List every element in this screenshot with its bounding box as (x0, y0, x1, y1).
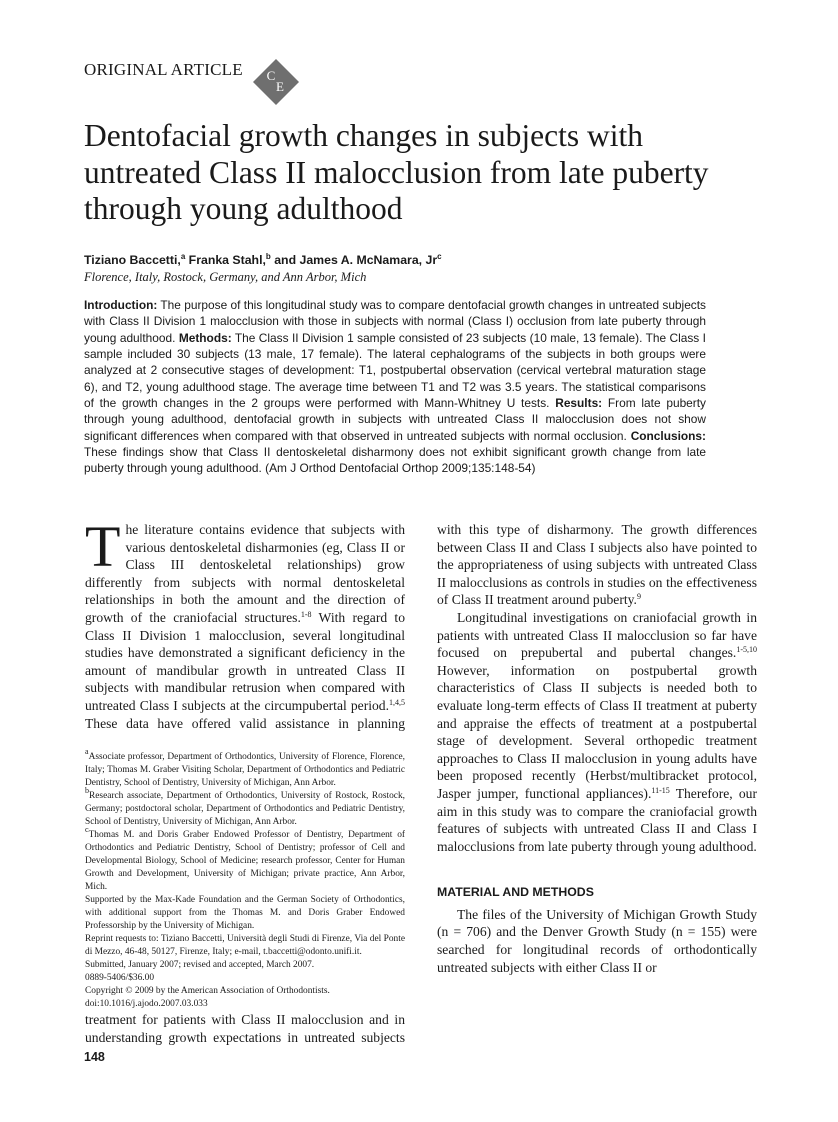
citation: 1-8 (300, 609, 312, 619)
page-number: 148 (84, 1050, 105, 1064)
body-text: Longitudinal investigations on craniofacial growth in patients with untreated Class II malocclusion so far have focused on prepubertal and pubertal changes. (437, 609, 757, 661)
section-heading: MATERIAL AND METHODS (437, 885, 594, 900)
abstract (84, 297, 706, 477)
abstract-text: From late puberty through young adulthood, dentofacial growth in subjects with untreated Class II malocclusion does not show significant differences when compared with that observed in untreated subjects with normal occlusion. (84, 396, 707, 443)
footnote-marker: b (85, 786, 89, 795)
footnote: Research associate, Department of Orthodontics, University of Rostock, Rostock, Germany; postdoctoral scholar, Department of Orthodontics and Pediatric Dentistry, School of Dentistry, University of Michigan, Ann Arbor. (85, 791, 405, 827)
article-title: Dentofacial growth changes in subjects with untreated Class II malocclusion from late puberty through young adulthood (84, 118, 709, 226)
doi: doi:10.1016/j.ajodo.2007.03.033 (85, 999, 208, 1009)
footnote: Thomas M. and Doris Graber Endowed Professor of Dentistry, Department of Orthodontics and Pediatric Dentistry, School of Dentistry; professor of Cell and Developmental Biology, School of Medicine; research professor, Center for Human Growth and Development, University of Michigan; private practice, Ann Arbor, Mich. (85, 830, 405, 892)
drop-cap: T (85, 514, 121, 579)
abstract-text: These findings show that Class II dentoskeletal disharmony does not exhibit significant growth change from late puberty through young adulthood. (Am J Orthod Dentofacial Orthop 2009;135:148-54) (84, 445, 706, 476)
author: Tiziano Baccetti, (84, 253, 181, 267)
ce-logo-icon (252, 58, 300, 106)
reprint-note: Reprint requests to: Tiziano Baccetti, Università degli Studi di Firenze, Via del Ponte di Mezzo, 46-48, 50127, Firenze, Italy; e-mail, t.baccetti@odonto.unifi.it. (85, 934, 405, 957)
funding-note: Supported by the Max-Kade Foundation and the German Society of Orthodontics, with additional support from the Thomas M. and Doris Graber Endowed Professorship by the University of Michigan. (85, 895, 405, 931)
body-text: With regard to Class II Division 1 malocclusion, several longitudinal studies have demonstrated a significant deficiency in the amount of mandibular growth in untreated Class II subjects with mandibular retrusion when compared with untreated Class I subjects at the circumpubertal period. (85, 609, 405, 713)
abstract-label: Methods: (178, 330, 232, 345)
body-text: he literature contains evidence that subjects with various dentoskeletal disharmonies (eg, Class II or Class III dentoskeletal relationships) grow differently from subjects with normal dentoskeletal relationships in both the amount and the direction of growth of the craniofacial structures. (85, 522, 405, 625)
citation: 11-15 (651, 785, 670, 795)
author: and James A. McNamara, Jr (270, 253, 438, 267)
footnote-marker: c (85, 825, 89, 834)
footnote: Associate professor, Department of Orthodontics, University of Florence, Florence, Italy; Thomas M. Graber Visiting Scholar, Department of Orthodontics and Pediatric Dentistry, School of Dentistry, University of Michigan, Ann Arbor. (85, 752, 405, 788)
svg-text:C: C (266, 68, 276, 83)
author-locations: Florence, Italy, Rostock, Germany, and Ann Arbor, Mich (84, 270, 367, 284)
body-paragraph: The files of the University of Michigan Growth Study (n = 706) and the Denver Growth Study (n = 155) were searched for longitudinal records of orthodontically untreated subjects with either Class II or (437, 906, 757, 975)
abstract-label: Conclusions: (630, 428, 706, 443)
section-label: ORIGINAL ARTICLE (84, 60, 243, 79)
author-sup: b (265, 252, 271, 261)
submitted-note: Submitted, January 2007; revised and accepted, March 2007. (85, 960, 315, 970)
citation: 1,4,5 (389, 697, 405, 707)
citation: 9 (636, 592, 641, 602)
body-text: Therefore, our aim in this study was to compare the craniofacial growth features of subjects with untreated Class II and Class I malocclusions from late puberty through young adulthood. (437, 785, 757, 854)
citation: 1-5,10 (736, 645, 757, 655)
abstract-label: Results: (555, 396, 603, 411)
author: Franka Stahl, (185, 253, 266, 267)
article-body (85, 514, 757, 1049)
copyright: Copyright © 2009 by the American Association of Orthodontists. (85, 986, 330, 996)
body-paragraph (437, 609, 757, 855)
abstract-label: Introduction: (84, 298, 158, 312)
body-text: However, information on postpubertal growth characteristics of Class II subjects is needed both to evaluate long-term effects of Class II treatment at puberty and appraise the effects of treatment at a postpubertal stage of development. Several orthopedic treatment approaches to Class II malocclusion in young adults have been proposed recently (Herbst/multibracket protocol, Jasper jumper, functional appliances). (437, 662, 757, 801)
abstract-text: The purpose of this longitudinal study was to compare dentofacial growth changes in untreated subjects with Class II Division 1 malocclusion with those in subjects with normal (Class I) occlusion from late puberty through young adulthood. (84, 298, 706, 345)
abstract-text: The Class II Division 1 sample consisted of 23 subjects (10 male, 13 female). The Class I sample included 30 subjects (13 male, 17 female). The lateral cephalograms of the subjects in both groups were analyzed at 2 consecutive stages of development: T1, postpubertal observation (cervical vertebral maturation stage 6), and T2, young adulthood stage. The average time between T1 and T2 was 3.5 years. The statistical comparisons of the growth changes in the 2 groups were performed with Mann-Whitney U tests. (84, 330, 706, 411)
author-list (84, 253, 442, 267)
body-text: These data have offered valid assistance in planning treatment for patients with Class II malocclusion and in understanding growth expectations in untreated subjects with this type of disharmony. The growth differences between Class II and Class I subjects also have pointed to the appropriateness of using subjects with untreated Class II malocclusions as controls in studies on the effectiveness of Class II treatment around puberty. (85, 522, 757, 1045)
svg-text:E: E (276, 79, 284, 94)
issn: 0889-5406/$36.00 (85, 973, 155, 983)
footnote-marker: a (85, 747, 89, 756)
author-sup: c (437, 252, 442, 261)
footnotes (85, 747, 405, 1011)
author-sup: a (180, 252, 186, 261)
